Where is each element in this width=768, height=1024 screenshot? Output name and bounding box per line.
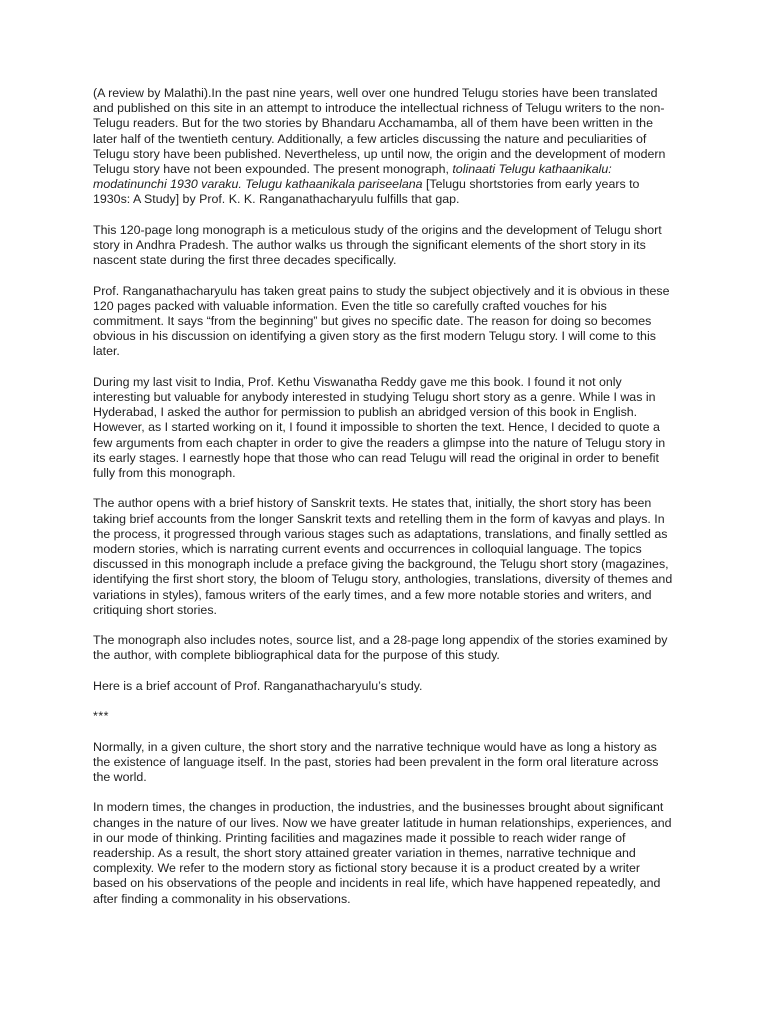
section-separator: *** — [93, 709, 109, 724]
paragraph-overview: This 120-page long monograph is a meticulous study of the origins and the development of Telugu short story in Andhra Pradesh. The author walks us through the significant elements of the short story in its nascent state during the first three decades specifically. — [93, 222, 662, 268]
paragraph-origins: Normally, in a given culture, the short story and the narrative technique would have as long a history as the existence of language itself. In the past, stories had been prevalent in the form oral literature across the world. — [93, 739, 659, 785]
intro-text-end: [Telugu shortstories from early years to 1930s: A Study] by Prof. K. K. Ranganathacharyulu fulfills that gap. — [93, 177, 640, 207]
paragraph-contents: The author opens with a brief history of Sanskrit texts. He states that, initially, the short story has been taking brief accounts from the longer Sanskrit texts and retelling them in the form of kavyas and plays. In the process, it progressed through various stages such as adaptations, translations, and finally settled as modern stories, which is narrating current events and occurrences in colloquial language. The topics discussed in this monograph include a preface giving the background, the Telugu short story (magazines, identifying the first short story, the bloom of Telugu story, anthologies, translations, diversity of themes and variations in styles), famous writers of the early times, and a few more notable stories and writers, and critiquing short stories. — [93, 496, 673, 617]
intro-text: (A review by Malathi).In the past nine years, well over one hundred Telugu stories have been translated and published on this site in an attempt to introduce the intellectual richness of Telugu writers to the non-Telugu readers. But for the two stories by Bhandaru Acchamamba, all of them have been written in the later half of the twentieth century. Additionally, a few articles discussing the nature and peculiarities of Telugu story have been published. Nevertheless, up until now, the origin and the development of modern Telugu story have not been expounded. The present monograph, — [93, 86, 666, 177]
paragraph-account-intro: Here is a brief account of Prof. Ranganathacharyulu’s study. — [93, 678, 423, 693]
paragraph-appendix: The monograph also includes notes, source list, and a 28-page long appendix of the stories examined by the author, with complete bibliographical data for the purpose of this study. — [93, 633, 668, 663]
paragraph-approach: Prof. Ranganathacharyulu has taken great pains to study the subject objectively and it is obvious in these 120 pages packed with valuable information. Even the title so carefully crafted vouches for his commitment. It says “from the beginning” but gives no specific date. The reason for doing so becomes obvious in his discussion on identifying a given story as the first modern Telugu story. I will come to this later. — [93, 283, 670, 359]
paragraph-intro — [93, 86, 675, 208]
paragraph-modern-times: In modern times, the changes in production, the industries, and the businesses brought about significant changes in the nature of our lives. Now we have greater latitude in human relationships, experiences, and in our mode of thinking. Printing facilities and magazines made it possible to reach wider range of readership. As a result, the short story attained greater variation in themes, narrative technique and complexity. We refer to the modern story as fictional story because it is a product created by a writer based on his observations of the people and incidents in real life, which have happened repeatedly, and after finding a commonality in his observations. — [93, 800, 672, 906]
document-page — [93, 86, 675, 922]
paragraph-background: During my last visit to India, Prof. Kethu Viswanatha Reddy gave me this book. I found it not only interesting but valuable for anybody interested in studying Telugu short story as a genre. While I was in Hyderabad, I asked the author for permission to publish an abridged version of this book in English. However, as I started working on it, I found it impossible to shorten the text. Hence, I decided to quote a few arguments from each chapter in order to give the readers a glimpse into the nature of Telugu story in its early stages. I earnestly hope that those who can read Telugu will read the original in order to benefit fully from this monograph. — [93, 374, 666, 481]
monograph-title: tolinaati Telugu kathaanikalu: modatinunchi 1930 varaku. Telugu kathaanikala pariseelana — [93, 162, 612, 192]
